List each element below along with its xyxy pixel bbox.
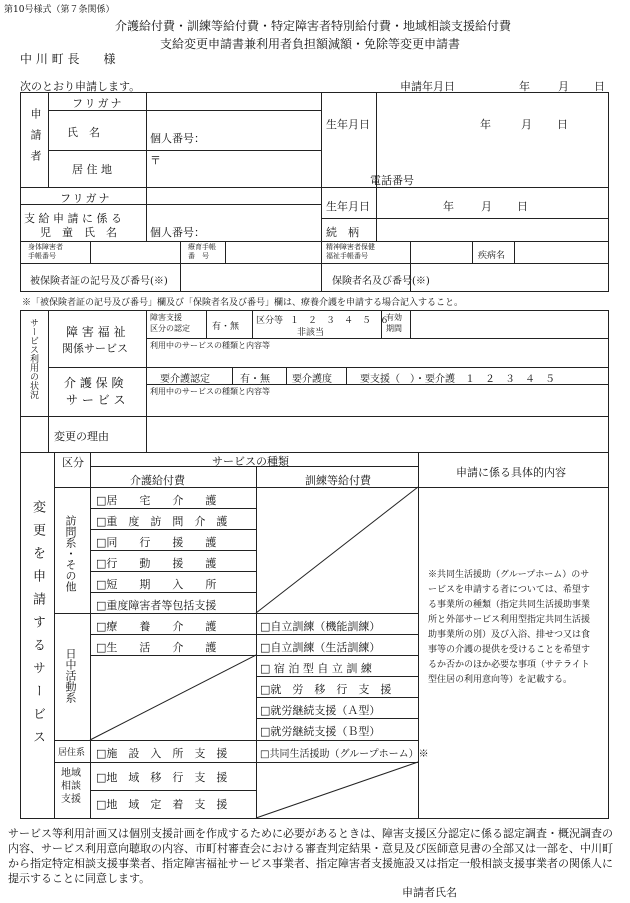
consent-text: サービス等利用計画又は個別支援計画を作成するために必要があるときは、障害支援区分認定に係る認定調査・概況調査の内容、サービス利用意向聴取の内容、市町村審査会における審査判定結果・意見及び医師意見書の全部又は一部を、中川町から指定特定相談支援事業者、指定障害福祉サービス事業者、指定障害者支援施設又は指定一般相談支援事業者の関係人に提示することに同意します。	[8, 827, 613, 885]
support-level-options: １ ２ ３ ４ ５ ６	[290, 316, 390, 326]
kunren-header: 訓練等給付費	[305, 474, 371, 487]
support-cert-yes-no: 有・無	[212, 322, 240, 332]
visit-group-label: 訪問系・その他	[64, 515, 77, 592]
checkbox-item[interactable]: □居 宅 介 護	[96, 494, 217, 507]
checkbox-item[interactable]: □共同生活援助（グループホーム）※	[260, 749, 429, 760]
kubun-label: 区分	[62, 456, 84, 469]
phone-label: 電話番号	[370, 174, 414, 187]
care-insurance-label-2: サ ー ビ ス	[66, 393, 126, 407]
form-number: 第10号様式（第７条関係）	[4, 5, 115, 15]
child-individual-no-label: 個人番号：	[150, 226, 205, 239]
care-cert-label: 要介護認定	[160, 374, 210, 385]
signature-label: 申請者氏名	[402, 886, 457, 899]
postal-mark: 〒	[150, 154, 161, 167]
child-birth-label: 生年月日	[326, 200, 370, 213]
insurance-note: ※「被保険者証の記号及び番号」欄及び「保険者名及び番号」欄は、療養介護を申請する場合記入すること。	[22, 298, 464, 308]
welfare-label-2: 関係サービス	[62, 342, 128, 355]
checkbox-item[interactable]: □就労継続支援（Ｂ型）	[260, 725, 381, 738]
child-furigana-label: フリガナ	[60, 192, 112, 205]
checkbox-item[interactable]: □同 行 援 護	[96, 536, 217, 549]
child-label-line2: 児 童 氏 名	[40, 226, 117, 239]
not-applicable-label: 非該当	[297, 328, 325, 338]
applicant-section-label: 申請者	[29, 108, 42, 171]
checkbox-item[interactable]: □短 期 入 所	[96, 578, 217, 591]
mental-handbook-label: 精神障害者保健 福祉手帳番号	[326, 243, 375, 260]
specific-content-header: 申請に係る具体的内容	[456, 466, 566, 479]
welfare-in-use-label: 利用中のサービスの種類と内容等	[150, 341, 270, 350]
insured-number-label: 被保険者証の記号及び番号(※)	[30, 276, 168, 287]
disease-name-label: 疾病名	[478, 251, 506, 261]
child-birth-day: 日	[517, 200, 528, 213]
date-day: 日	[594, 80, 605, 93]
care-insurance-label-1: 介 護 保 険	[64, 376, 124, 390]
welfare-label-1: 障 害 福 祉	[66, 325, 126, 339]
checkbox-item[interactable]: □就 労 移 行 支 援	[260, 683, 392, 696]
checkbox-item[interactable]: □重度障害者等包括支援	[96, 599, 217, 612]
application-date-label: 申請年月日	[400, 80, 455, 93]
kaigo-header: 介護給付費	[130, 474, 185, 487]
day-group-label: 日中活動系	[64, 648, 77, 703]
checkbox-item[interactable]: □地 域 移 行 支 援	[96, 771, 228, 784]
applicant-birth-day: 日	[557, 118, 568, 131]
care-cert-yes-no: 有・無	[240, 374, 270, 385]
valid-period-label: 有効 期間	[386, 313, 402, 333]
care-support-levels: 要支援（ ）・要介護 １ ２ ３ ４ ５	[360, 374, 555, 385]
support-cert-label: 障害支援 区分の認定	[150, 313, 190, 333]
insurer-label: 保険者名及び番号(※)	[332, 276, 430, 287]
relation-label: 続 柄	[326, 226, 359, 239]
applicant-individual-no-label: 個人番号：	[150, 132, 205, 145]
child-label-line1: 支 給 申 請 に 係 る	[24, 212, 122, 225]
form-title-line1: 介護給付費・訓練等給付費・特定障害者特別給付費・地域相談支援給付費	[115, 19, 512, 33]
addressee: 中 川 町 長 様	[20, 52, 116, 66]
applicant-name-label: 氏 名	[67, 126, 100, 139]
date-month: 月	[558, 80, 569, 93]
checkbox-item[interactable]: □療 養 介 護	[96, 620, 217, 633]
residence-label: 居住系	[58, 748, 86, 758]
change-services-side-label: 変更を申請するサービス	[30, 500, 45, 753]
ryoiku-handbook-label: 療育手帳 番 号	[188, 243, 216, 260]
physical-handbook-label: 身体障害者 手帳番号	[28, 243, 63, 260]
applicant-address-label: 居 住 地	[72, 163, 112, 176]
applicant-birth-year: 年	[480, 118, 491, 131]
care-degree-label: 要介護度	[292, 374, 332, 385]
child-birth-year: 年	[443, 200, 454, 213]
child-birth-month: 月	[481, 200, 492, 213]
service-status-side-label: サービス利用の状況	[28, 318, 38, 399]
community-label: 地域 相談 支援	[61, 768, 81, 805]
checkbox-item[interactable]: □自立訓練（生活訓練）	[260, 641, 381, 654]
service-types-header: サービスの種類	[212, 455, 289, 468]
checkbox-item[interactable]: □自立訓練（機能訓練）	[260, 620, 381, 633]
support-level-label: 区分等	[256, 316, 284, 326]
intro-text: 次のとおり申請します。	[20, 80, 141, 93]
form-title-line2: 支給変更申請書兼利用者負担額減額・免除等変更申請書	[160, 37, 461, 51]
applicant-birth-label: 生年月日	[326, 118, 370, 131]
care-in-use-label: 利用中のサービスの種類と内容等	[150, 387, 270, 396]
checkbox-item[interactable]: □施 設 入 所 支 援	[96, 747, 228, 760]
change-reason-label: 変更の理由	[54, 430, 109, 443]
checkbox-item[interactable]: □生 活 介 護	[96, 641, 217, 654]
checkbox-item[interactable]: □地 域 定 着 支 援	[96, 798, 228, 811]
checkbox-item[interactable]: □行 動 援 護	[96, 557, 217, 570]
group-home-note: ※共同生活援助（グループホーム）のサービスを申請する者については、希望する事業所の種類（指定共同生活援助事業所と外部サービス利用型指定共同生活援助事業所の別）及び入浴、排せつ又は食事等の介護の提供を受けることを希望するか否かのほか必要な事項（サテライト型住居の利用意向等）を記載する。	[428, 570, 591, 685]
checkbox-item[interactable]: □ 宿 泊 型 自 立 訓 練	[260, 662, 372, 675]
date-year: 年	[519, 80, 530, 93]
checkbox-item[interactable]: □就労継続支援（Ａ型）	[260, 704, 381, 717]
checkbox-item[interactable]: □重 度 訪 問 介 護	[96, 515, 228, 528]
applicant-furigana-label: フリガナ	[72, 97, 124, 110]
applicant-birth-month: 月	[521, 118, 532, 131]
